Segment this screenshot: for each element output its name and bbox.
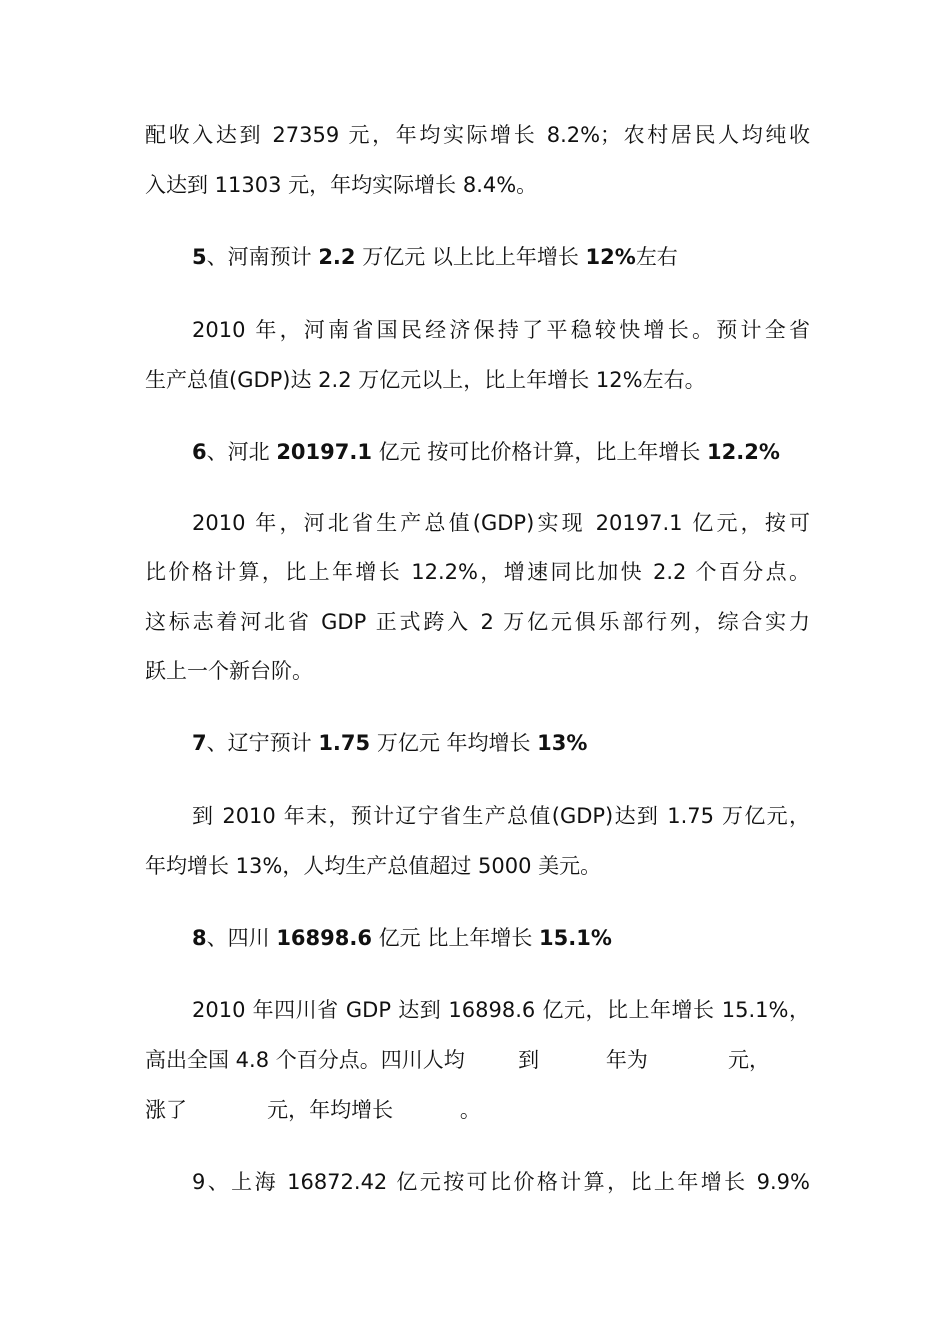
paragraph-line: 2010 年四川省 GDP 达到 16898.6 亿元，比上年增长 15.1%，	[192, 998, 810, 1022]
paragraph-line: 跃上一个新台阶。	[145, 659, 313, 683]
section-heading-shanghai: 9、上海 16872.42 亿元按可比价格计算，比上年增长 9.9%	[192, 1170, 810, 1194]
section-heading-sichuan: 8、四川 16898.6 亿元 比上年增长 15.1%	[192, 926, 612, 950]
section-heading-hebei: 6、河北 20197.1 亿元 按可比价格计算，比上年增长 12.2%	[192, 440, 780, 464]
paragraph-line: 这标志着河北省 GDP 正式跨入 2 万亿元俱乐部行列，综合实力	[145, 610, 810, 634]
paragraph-line: 2010 年，河南省国民经济保持了平稳较快增长。预计全省	[192, 318, 810, 342]
section-heading-liaoning: 7、辽宁预计 1.75 万亿元 年均增长 13%	[192, 731, 588, 755]
paragraph-line: 入达到 11303 元，年均实际增长 8.4%。	[145, 173, 538, 197]
paragraph-line: 到 2010 年末，预计辽宁省生产总值(GDP)达到 1.75 万亿元，	[192, 804, 810, 828]
paragraph-line: 2010 年，河北省生产总值(GDP)实现 20197.1 亿元，按可	[192, 511, 810, 535]
paragraph-line: 配收入达到 27359 元，年均实际增长 8.2%；农村居民人均纯收	[145, 123, 810, 147]
paragraph-line: 比价格计算，比上年增长 12.2%，增速同比加快 2.2 个百分点。	[145, 560, 810, 584]
paragraph-line: 涨了 元，年均增长 。	[145, 1098, 481, 1122]
section-heading-henan: 5、河南预计 2.2 万亿元 以上比上年增长 12%左右	[192, 245, 678, 269]
paragraph-line: 高出全国 4.8 个百分点。四川人均 到 年为 元，	[145, 1048, 771, 1072]
paragraph-line: 生产总值(GDP)达 2.2 万亿元以上，比上年增长 12%左右。	[145, 368, 706, 392]
paragraph-line: 年均增长 13%，人均生产总值超过 5000 美元。	[145, 854, 602, 878]
